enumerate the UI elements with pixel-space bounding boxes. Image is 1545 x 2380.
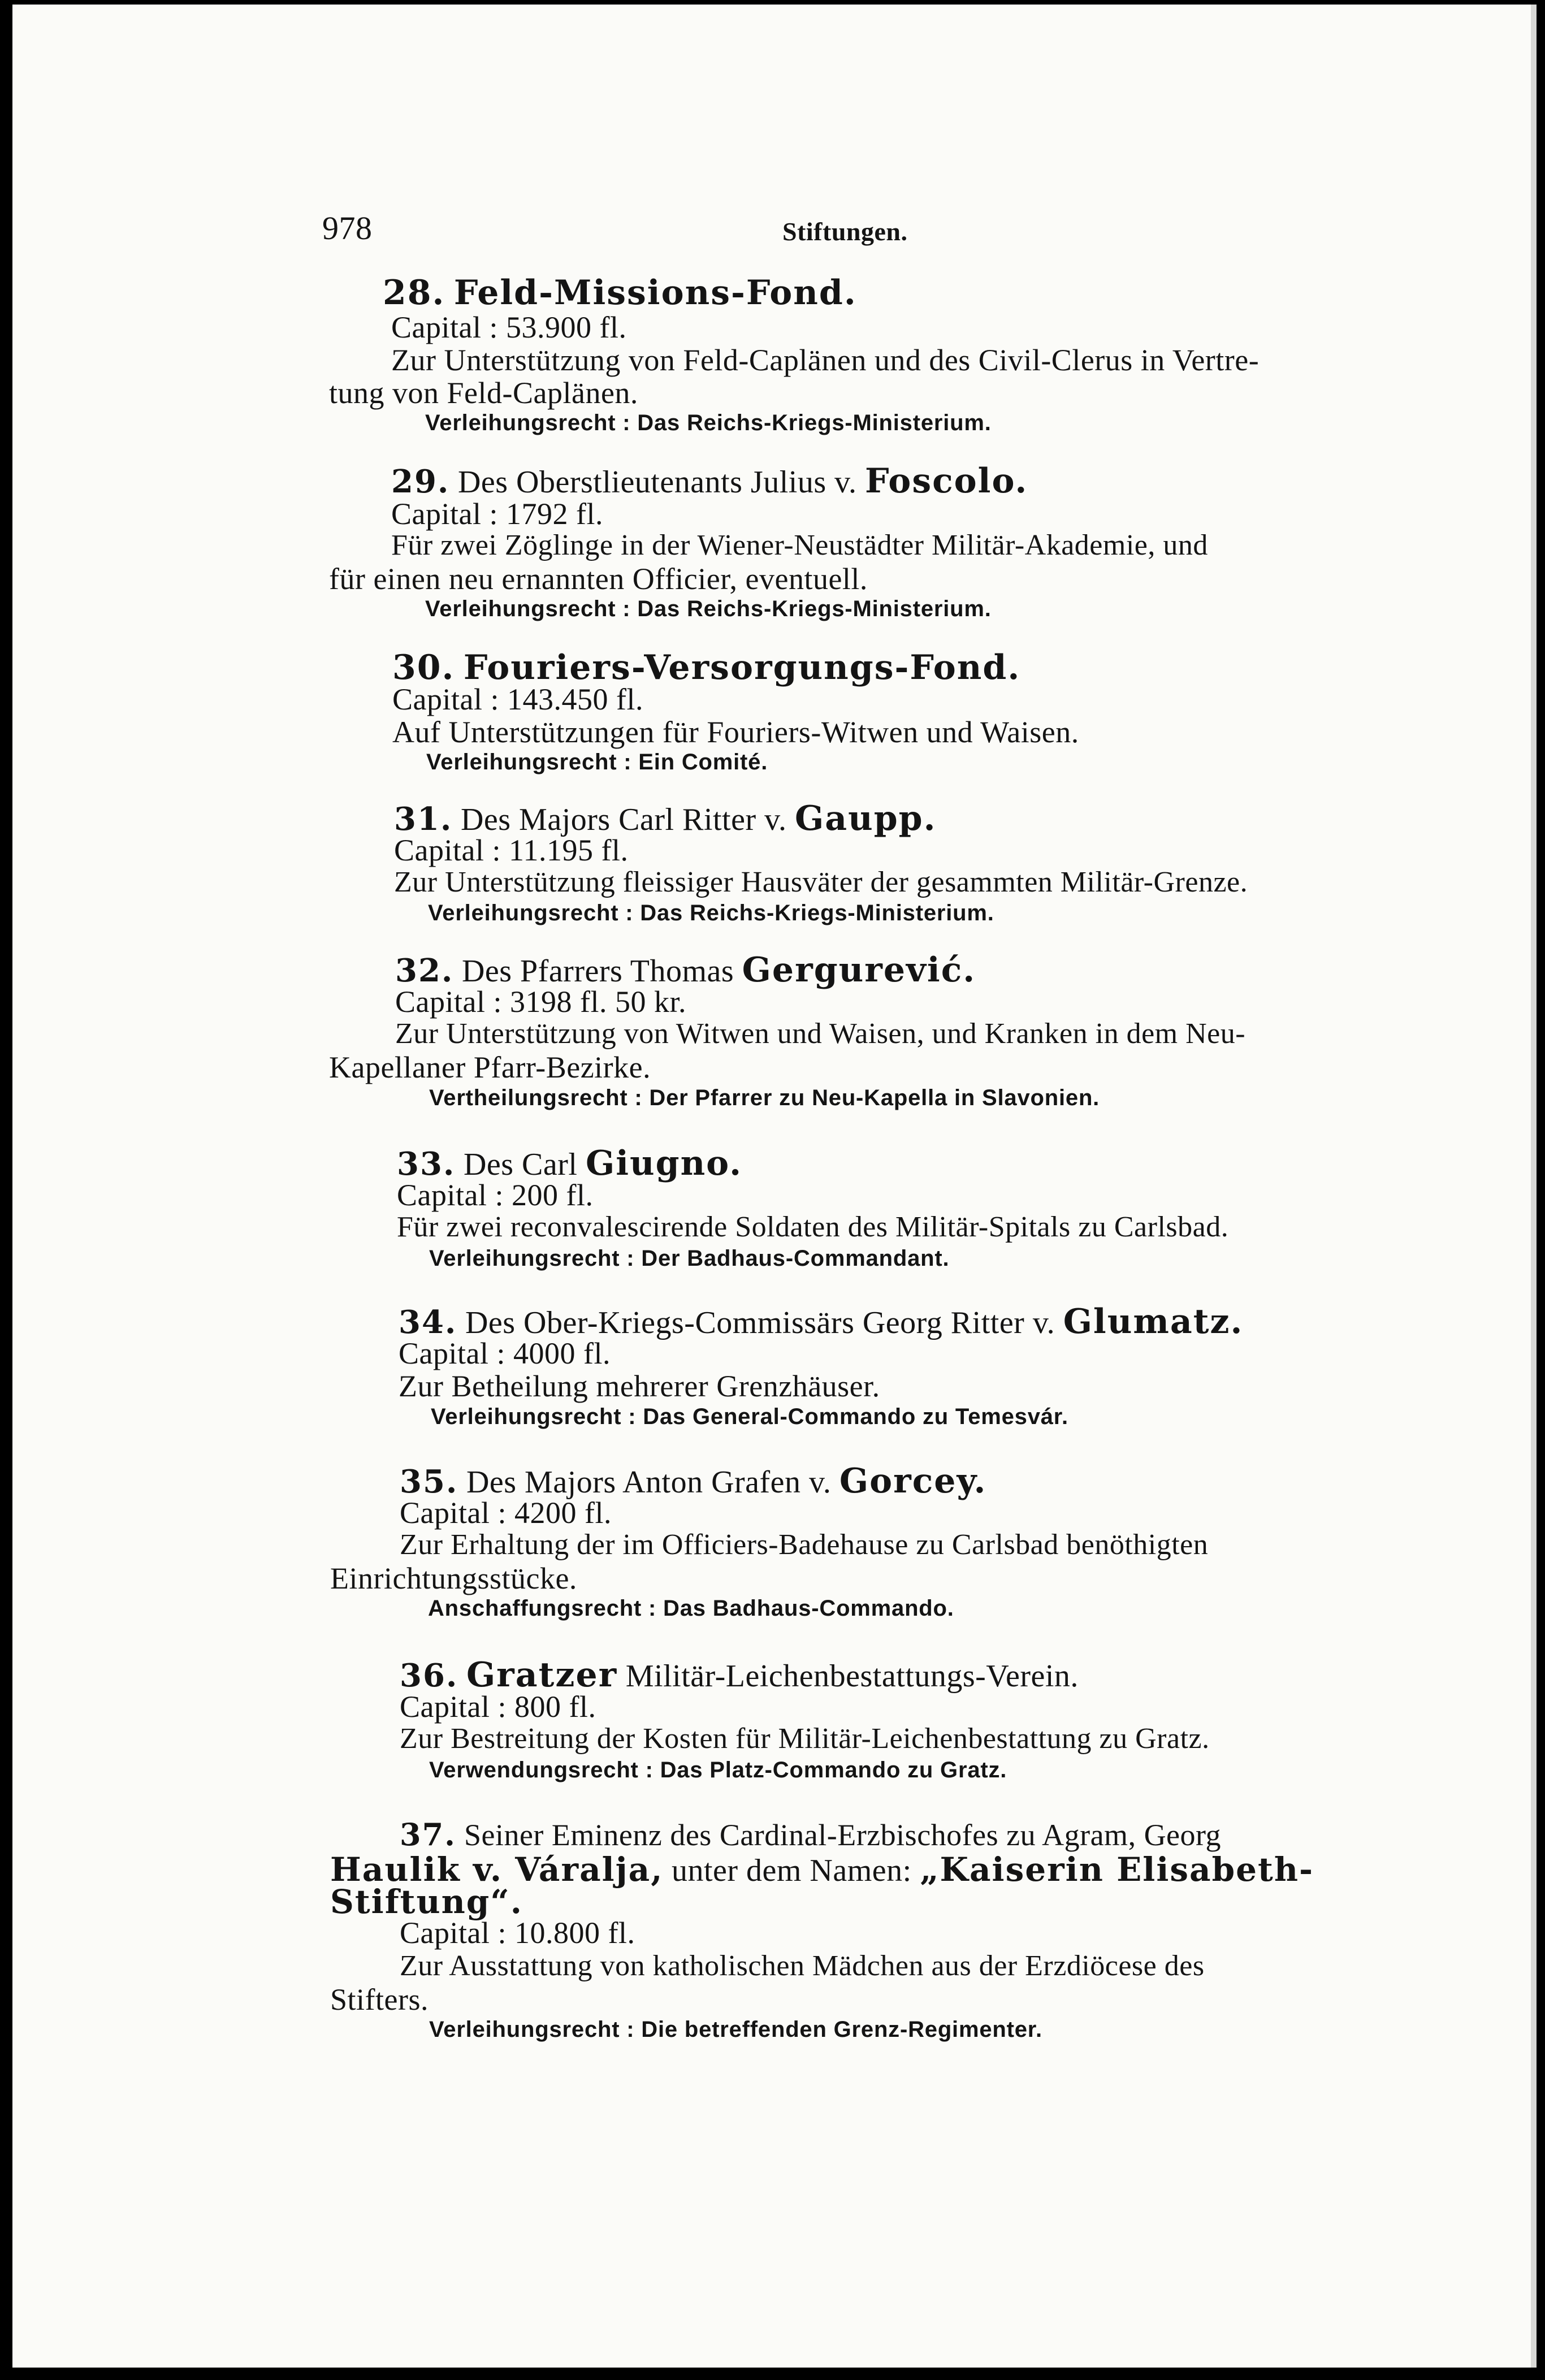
book-page bbox=[12, 5, 1537, 2368]
entry-31-capital: Capital : 11.195 fl. bbox=[394, 833, 629, 867]
entry-title-bold: Gratzer bbox=[466, 1655, 618, 1695]
entry-31-text-line-1: Zur Unterstützung fleissiger Hausväter der gesammten Militär-Grenze. bbox=[394, 866, 1248, 898]
entry-number: 33. bbox=[397, 1145, 456, 1183]
entry-35-capital: Capital : 4200 fl. bbox=[400, 1496, 612, 1530]
entry-28-heading bbox=[383, 273, 857, 313]
entry-35-text-line-1: Zur Erhaltung der im Officiers-Badehause zu Carlsbad benöthigten bbox=[400, 1529, 1209, 1561]
entry-title-plain: unter dem Namen: bbox=[671, 1853, 912, 1888]
entry-title-plain: Des Ober-Kriegs-Commissärs Georg Ritter v. bbox=[465, 1305, 1055, 1340]
entry-29-right: Verleihungsrecht : Das Reichs-Kriegs-Ministerium. bbox=[425, 596, 992, 621]
entry-34-capital: Capital : 4000 fl. bbox=[399, 1336, 611, 1370]
entry-title-bold: Gergurević. bbox=[742, 950, 976, 990]
entry-30-text-line-1: Auf Unterstützungen für Fouriers-Witwen und Waisen. bbox=[392, 715, 1079, 749]
entry-28-text-line-1 bbox=[391, 343, 1347, 378]
entry-28-right: Verleihungsrecht : Das Reichs-Kriegs-Ministerium. bbox=[425, 410, 992, 435]
entry-number: 28. bbox=[383, 273, 445, 313]
entry-number: 37. bbox=[400, 1816, 456, 1853]
entry-33-capital: Capital : 200 fl. bbox=[397, 1178, 594, 1212]
entry-title-plain: Des Carl bbox=[463, 1147, 578, 1182]
entry-33-text-line-1: Für zwei reconvalescirende Soldaten des Militär-Spitals zu Carlsbad. bbox=[397, 1211, 1229, 1243]
entry-36-capital: Capital : 800 fl. bbox=[400, 1690, 596, 1724]
entry-37-capital: Capital : 10.800 fl. bbox=[400, 1916, 635, 1950]
text-line: Zur Unterstützung von Feld-Caplänen und des Civil-Clerus in Vertre- bbox=[391, 343, 1260, 377]
entry-35-right: Anschaffungsrecht : Das Badhaus-Commando. bbox=[428, 1596, 954, 1621]
entry-36-right: Verwendungsrecht : Das Platz-Commando zu Gratz. bbox=[429, 1758, 1007, 1782]
entry-title-bold: Gorcey. bbox=[839, 1461, 987, 1501]
entry-title-bold: Foscolo. bbox=[864, 461, 1028, 501]
entry-number: 32. bbox=[395, 952, 454, 989]
entry-29-heading bbox=[391, 461, 1028, 501]
entry-title-plain: Militär-Leichenbestattungs-Verein. bbox=[625, 1659, 1079, 1694]
page-number: 978 bbox=[322, 210, 373, 246]
entry-title-bold: Fouriers-Versorgungs-Fond. bbox=[463, 648, 1021, 687]
entry-32-capital: Capital : 3198 fl. 50 kr. bbox=[395, 985, 686, 1019]
entry-title-plain: Des Pfarrers Thomas bbox=[461, 954, 734, 989]
entry-number: 29. bbox=[391, 463, 450, 500]
entry-number: 36. bbox=[400, 1657, 458, 1694]
entry-title-plain: Des Majors Anton Grafen v. bbox=[466, 1465, 832, 1500]
running-title: Stiftungen. bbox=[782, 217, 908, 246]
entry-title-bold: Feld-Missions-Fond. bbox=[453, 273, 857, 313]
entry-37-right: Verleihungsrecht : Die betreffenden Grenz-Regimenter. bbox=[429, 2017, 1042, 2042]
entry-number: 31. bbox=[394, 800, 453, 838]
entry-title-bold: Giugno. bbox=[585, 1144, 743, 1183]
entry-30-capital: Capital : 143.450 fl. bbox=[392, 682, 643, 716]
entry-title-bold: Gaupp. bbox=[794, 799, 937, 838]
entry-36-text-line-1: Zur Bestreitung der Kosten für Militär-Leichenbestattung zu Gratz. bbox=[400, 1723, 1210, 1755]
entry-title-plain: Seiner Eminenz des Cardinal-Erzbischofes zu Agram, Georg bbox=[464, 1818, 1222, 1852]
entry-31-right: Verleihungsrecht : Das Reichs-Kriegs-Ministerium. bbox=[428, 901, 994, 925]
entry-title-bold: „Kaiserin Elisabeth- bbox=[920, 1850, 1314, 1889]
entry-title-bold: Haulik v. Váralja, bbox=[330, 1850, 664, 1889]
entry-32-right: Vertheilungsrecht : Der Pfarrer zu Neu-Kapella in Slavonien. bbox=[429, 1085, 1100, 1110]
entry-33-right: Verleihungsrecht : Der Badhaus-Commandant. bbox=[429, 1246, 950, 1271]
entry-title-plain: Des Oberstlieutenants Julius v. bbox=[457, 465, 857, 500]
entry-28-capital: Capital : 53.900 fl. bbox=[391, 310, 627, 344]
entry-37-heading-line-1 bbox=[400, 1816, 1221, 1853]
entry-29-text-line-1: Für zwei Zöglinge in der Wiener-Neustädter Militär-Akademie, und bbox=[391, 529, 1208, 561]
entry-37-text-line-1: Zur Ausstattung von katholischen Mädchen aus der Erzdiöcese des bbox=[400, 1950, 1205, 1982]
entry-29-text-line-2: für einen neu ernannten Officier, eventuell. bbox=[329, 562, 868, 596]
entry-title-bold: Glumatz. bbox=[1063, 1302, 1244, 1342]
entry-32-text-line-1: Zur Unterstützung von Witwen und Waisen, und Kranken in dem Neu- bbox=[395, 1018, 1246, 1050]
entry-30-right: Verleihungsrecht : Ein Comité. bbox=[426, 750, 768, 774]
entry-number: 30. bbox=[392, 648, 455, 687]
entry-34-right: Verleihungsrecht : Das General-Commando zu Temesvár. bbox=[431, 1404, 1068, 1429]
entry-34-text-line-1: Zur Betheilung mehrerer Grenzhäuser. bbox=[399, 1369, 880, 1403]
entry-number: 35. bbox=[400, 1463, 458, 1500]
entry-28-text-line-2: tung von Feld-Caplänen. bbox=[329, 376, 638, 410]
entry-35-text-line-2: Einrichtungsstücke. bbox=[330, 1561, 577, 1595]
entry-32-text-line-2: Kapellaner Pfarr-Bezirke. bbox=[329, 1050, 651, 1084]
entry-title-bold: Stiftung“. bbox=[330, 1883, 523, 1921]
entry-title-plain: Des Majors Carl Ritter v. bbox=[460, 802, 787, 837]
entry-number: 34. bbox=[399, 1304, 457, 1341]
entry-29-capital: Capital : 1792 fl. bbox=[391, 497, 603, 531]
entry-37-text-line-2: Stifters. bbox=[330, 1983, 429, 2016]
